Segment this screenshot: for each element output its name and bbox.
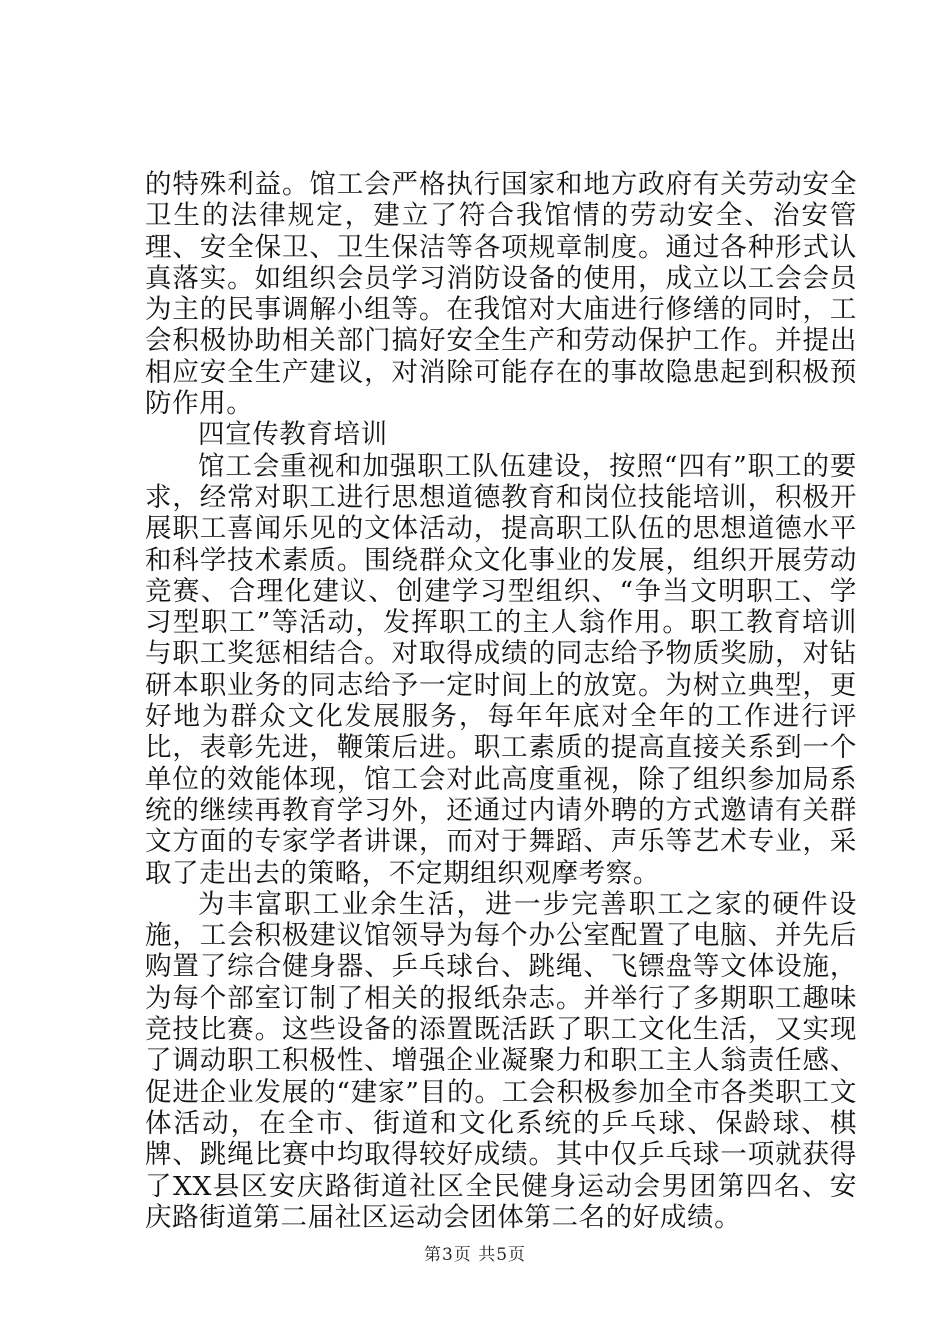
paragraph-activities: 为丰富职工业余生活，进一步完善职工之家的硬件设施，工会积极建议馆领导为每个办公室配置了电脑、并先后购置了综合健身器、乒乓球台、跳绳、飞镖盘等文体设施，为每个部室订制了相关的报纸杂志。并举行了多期职工趣味竞技比赛。这些设备的添置既活跃了职工文化生活，又实现了调动职工积极性、增强企业凝聚力和职工主人翁责任感、促进企业发展的“建家”目的。工会积极参加全市各类职工文体活动，在全市、街道和文化系统的乒乓球、保龄球、棋牌、跳绳比赛中均取得较好成绩。其中仅乒乓球一项就获得了XX县区安庆路街道社区全民健身运动会男团第四名、安庆路街道第二届社区运动会团体第二名的好成绩。: [145, 888, 857, 1233]
paragraph-training: 馆工会重视和加强职工队伍建设，按照“四有”职工的要求，经常对职工进行思想道德教育和岗位技能培训，积极开展职工喜闻乐见的文体活动，提高职工队伍的思想道德水平和科学技术素质。围绕群众文化事业的发展，组织开展劳动竞赛、合理化建议、创建学习型组织、“争当文明职工、学习型职工”等活动，发挥职工的主人翁作用。职工教育培训与职工奖惩相结合。对取得成绩的同志给予物质奖励，对钻研本职业务的同志给予一定时间上的放宽。为树立典型，更好地为群众文化发展服务，每年年底对全年的工作进行评比，表彰先进，鞭策后进。职工素质的提高直接关系到一个单位的效能体现，馆工会对此高度重视，除了组织参加局系统的继续再教育学习外，还通过内请外聘的方式邀请有关群文方面的专家学者讲课，而对于舞蹈、声乐等艺术专业，采取了走出去的策略，不定期组织观摩考察。: [145, 450, 857, 889]
document-body: [145, 169, 857, 1233]
paragraph-continuation: 的特殊利益。馆工会严格执行国家和地方政府有关劳动安全卫生的法律规定，建立了符合我馆情的劳动安全、治安管理、安全保卫、卫生保洁等各项规章制度。通过各种形式认真落实。如组织会员学习消防设备的使用，成立以工会会员为主的民事调解小组等。在我馆对大庙进行修缮的同时，工会积极协助相关部门搞好安全生产和劳动保护工作。并提出相应安全生产建议，对消除可能存在的事故隐患起到积极预防作用。: [145, 169, 857, 420]
section-heading: 四宣传教育培训: [198, 419, 388, 451]
page-footer: 第3页 共5页: [423, 1245, 527, 1265]
